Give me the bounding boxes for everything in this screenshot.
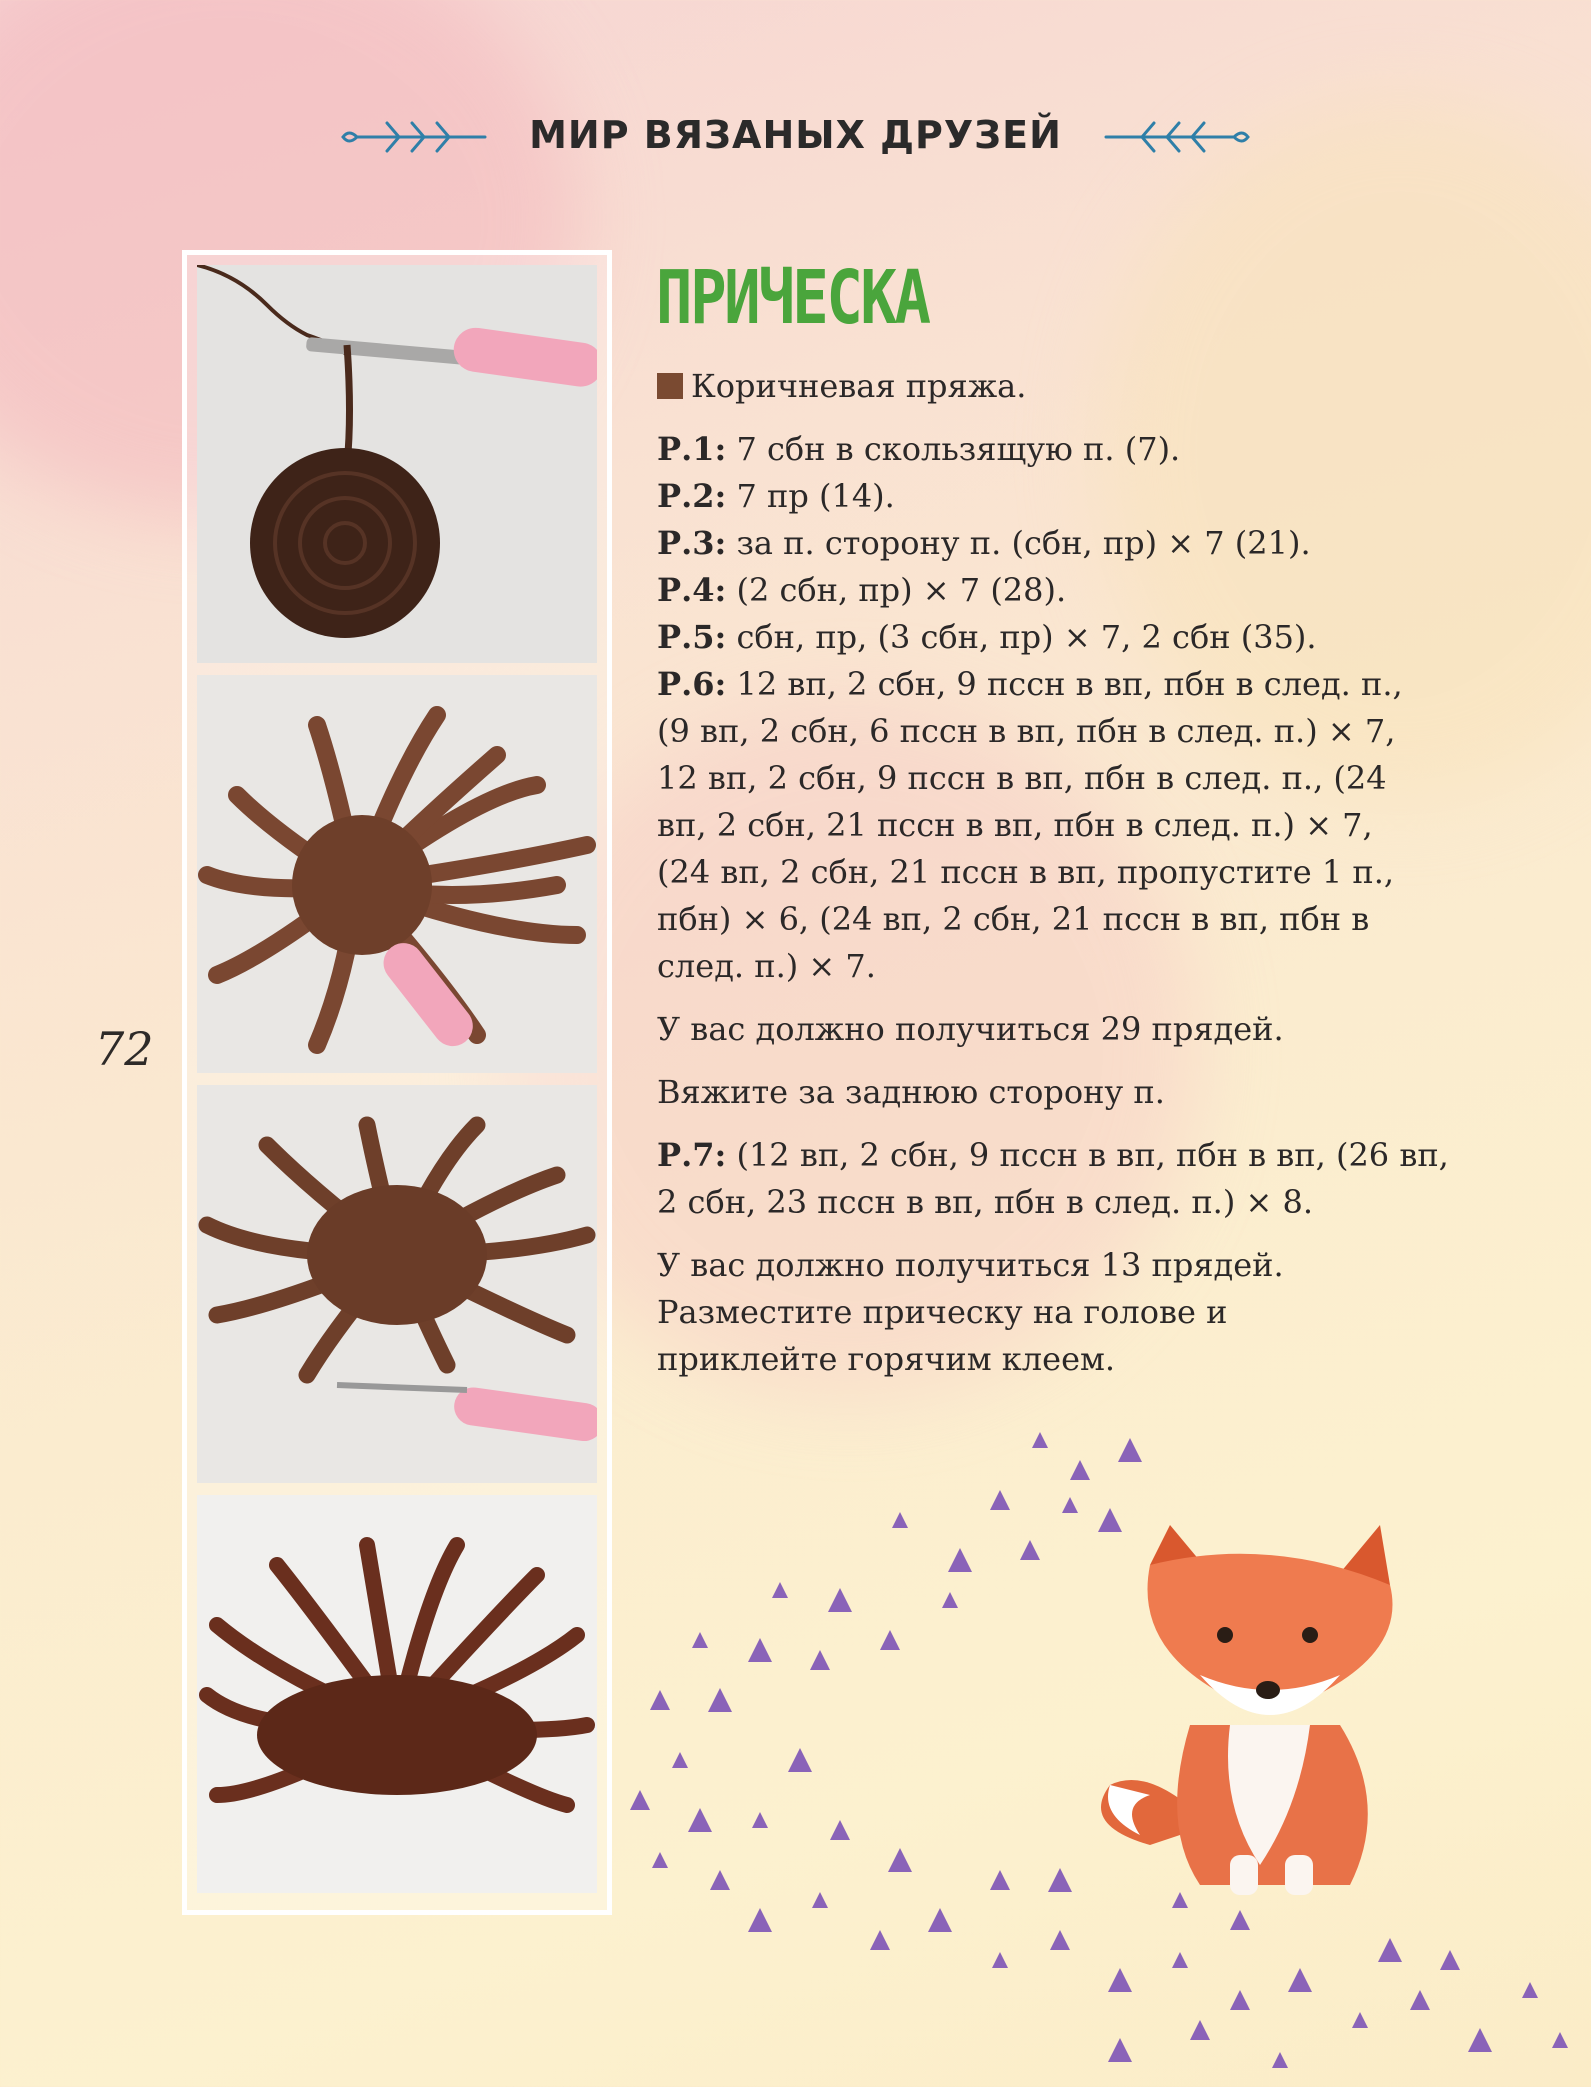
triangle-dot bbox=[748, 1908, 772, 1932]
triangle-dot bbox=[830, 1820, 850, 1840]
yarn-line bbox=[657, 363, 1457, 410]
page-number: 72 bbox=[95, 1022, 154, 1076]
row-list bbox=[657, 426, 1457, 990]
row-text: за п. сторону п. (сбн, пр) × 7 (21). bbox=[726, 524, 1311, 562]
triangle-dot bbox=[1032, 1432, 1048, 1448]
triangle-dot bbox=[772, 1582, 788, 1598]
triangle-dot bbox=[828, 1588, 852, 1612]
triangle-dot bbox=[928, 1908, 952, 1932]
triangle-dot bbox=[1352, 2012, 1368, 2028]
triangle-dot bbox=[880, 1630, 900, 1650]
triangle-dot bbox=[1190, 2020, 1210, 2040]
row-number: Р.5: bbox=[657, 618, 727, 656]
triangle-dot bbox=[1230, 1910, 1250, 1930]
triangle-dot bbox=[1288, 1968, 1312, 1992]
yarn-label: Коричневая пряжа. bbox=[691, 367, 1027, 405]
triangle-dot bbox=[992, 1952, 1008, 1968]
pattern-row bbox=[657, 567, 1457, 614]
triangle-dot bbox=[1118, 1438, 1142, 1462]
laurel-branch-icon bbox=[1102, 115, 1252, 155]
triangle-dot bbox=[748, 1638, 772, 1662]
triangle-dot bbox=[652, 1852, 668, 1868]
triangle-dot bbox=[812, 1892, 828, 1908]
triangle-dot bbox=[688, 1808, 712, 1832]
pattern-row-7 bbox=[657, 1132, 1457, 1226]
triangle-dot bbox=[692, 1632, 708, 1648]
triangle-dot bbox=[710, 1870, 730, 1890]
triangle-dot bbox=[630, 1790, 650, 1810]
page-header bbox=[0, 105, 1591, 165]
triangle-dot bbox=[942, 1592, 958, 1608]
row-text: 12 вп, 2 сбн, 9 пссн в вп, пбн в след. п., (9 вп, 2 сбн, 6 пссн в вп, пбн в след. п.) × 7, 12 вп, 2 сбн, 9 пссн в вп, пбн в след. п., (24 вп, 2 сбн, 21 пссн в вп, пбн в след. п.) × 7, (24 вп, 2 сбн, 21 пссн в вп, пропустите 1 п., пбн) × 6, (24 вп, 2 сбн, 21 пссн в вп, пбн в след. п.) × 7. bbox=[657, 665, 1403, 985]
section-title: ПРИЧЕСКА bbox=[656, 255, 929, 341]
running-head: МИР ВЯЗАНЫХ ДРУЗЕЙ bbox=[529, 113, 1062, 157]
triangle-dot bbox=[1410, 1990, 1430, 2010]
row-number: Р.6: bbox=[657, 665, 727, 703]
row-text: 7 пр (14). bbox=[726, 477, 895, 515]
triangle-dot bbox=[1048, 1868, 1072, 1892]
triangle-dot bbox=[1108, 1968, 1132, 1992]
triangle-dot bbox=[810, 1650, 830, 1670]
triangle-dot bbox=[870, 1930, 890, 1950]
note-back-loop: Вяжите за заднюю сторону п. bbox=[657, 1073, 1165, 1111]
pattern-row bbox=[657, 520, 1457, 567]
pattern-row bbox=[657, 426, 1457, 473]
triangle-dot bbox=[1440, 1950, 1460, 1970]
pattern-text bbox=[657, 363, 1457, 1399]
row-text: (2 сбн, пр) × 7 (28). bbox=[726, 571, 1067, 609]
triangle-dot bbox=[1020, 1540, 1040, 1560]
triangle-dot bbox=[1230, 1990, 1250, 2010]
triangle-dot bbox=[1378, 1938, 1402, 1962]
row-number: Р.4: bbox=[657, 571, 727, 609]
yarn-color-swatch bbox=[657, 373, 683, 399]
triangle-dot bbox=[1272, 2052, 1288, 2068]
triangle-dot bbox=[1522, 1982, 1538, 1998]
row-number: Р.7: bbox=[657, 1136, 727, 1174]
row-number: Р.1: bbox=[657, 430, 727, 468]
triangle-dot bbox=[990, 1870, 1010, 1890]
triangle-dot bbox=[708, 1688, 732, 1712]
photo-column bbox=[182, 250, 612, 1915]
triangle-dot bbox=[1108, 2038, 1132, 2062]
triangle-dot bbox=[990, 1490, 1010, 1510]
triangle-dot bbox=[672, 1752, 688, 1768]
triangle-dot bbox=[1552, 2032, 1568, 2048]
step-photo-2 bbox=[197, 675, 597, 1073]
triangle-dot bbox=[752, 1812, 768, 1828]
pattern-row bbox=[657, 614, 1457, 661]
laurel-branch-icon bbox=[339, 115, 489, 155]
fox-illustration bbox=[1090, 1525, 1430, 1905]
row-text: 7 сбн в скользящую п. (7). bbox=[726, 430, 1181, 468]
step-photo-4 bbox=[197, 1495, 597, 1893]
pattern-row bbox=[657, 473, 1457, 520]
step-photo-1 bbox=[197, 265, 597, 663]
triangle-dot bbox=[1468, 2028, 1492, 2052]
triangle-dot bbox=[892, 1512, 908, 1528]
step-photo-3 bbox=[197, 1085, 597, 1483]
triangle-dot bbox=[1172, 1952, 1188, 1968]
note-finish: У вас должно получиться 13 прядей. Разместите прическу на голове и приклейте горячим клеем. bbox=[657, 1246, 1284, 1378]
triangle-dot bbox=[948, 1548, 972, 1572]
row-number: Р.3: bbox=[657, 524, 727, 562]
triangle-dot bbox=[1062, 1497, 1078, 1513]
triangle-dot bbox=[888, 1848, 912, 1872]
pattern-row bbox=[657, 661, 1427, 990]
row-number: Р.2: bbox=[657, 477, 727, 515]
row-text: сбн, пр, (3 сбн, пр) × 7, 2 сбн (35). bbox=[726, 618, 1317, 656]
triangle-dot bbox=[788, 1748, 812, 1772]
row-text: (12 вп, 2 сбн, 9 пссн в вп, пбн в вп, (26 вп, 2 сбн, 23 пссн в вп, пбн в след. п.) × 8. bbox=[657, 1136, 1449, 1221]
triangle-dot bbox=[1070, 1460, 1090, 1480]
triangle-dot bbox=[650, 1690, 670, 1710]
note-strands-29: У вас должно получиться 29 прядей. bbox=[657, 1010, 1284, 1048]
triangle-dot bbox=[1050, 1930, 1070, 1950]
